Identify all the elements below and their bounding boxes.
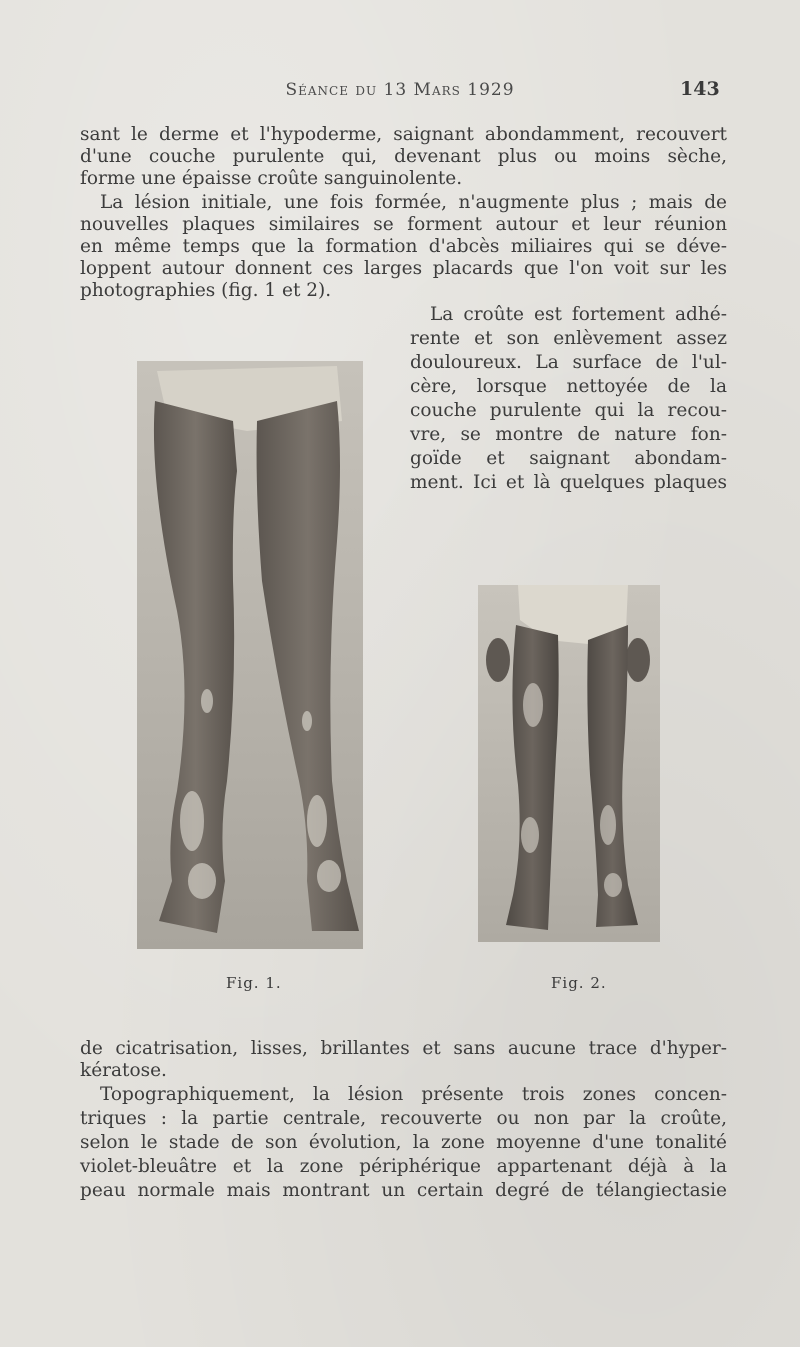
text-line: couche purulente qui la recou- — [410, 400, 727, 421]
text-line: cère, lorsque nettoyée de la — [410, 376, 727, 397]
text-line: violet-bleuâtre et la zone périphérique appartenant déjà à la — [80, 1156, 727, 1177]
figure-2-photo — [478, 585, 660, 942]
text-line: photographies (fig. 1 et 2). — [80, 280, 332, 301]
text-line: douloureux. La surface de l'ul- — [410, 352, 727, 373]
text-line: triques : la partie centrale, recouverte ou non par la croûte, — [80, 1108, 727, 1129]
text-line: rente et son enlèvement assez — [410, 328, 727, 349]
text-line: goïde et saignant abondam- — [410, 448, 727, 469]
text-line: ment. Ici et là quelques plaques — [410, 472, 727, 493]
text-line: nouvelles plaques similaires se forment autour et leur réunion — [80, 214, 727, 235]
figure-1-caption: Fig. 1. — [226, 974, 282, 992]
text-line: peau normale mais montrant un certain degré de télangiectasie — [80, 1180, 727, 1201]
text-line: sant le derme et l'hypoderme, saignant abondamment, recouvert — [80, 124, 727, 145]
text-line: kératose. — [80, 1060, 167, 1081]
page-number: 143 — [680, 78, 720, 100]
figure-2-legs-illustration — [478, 585, 660, 942]
text-line: La croûte est fortement adhé- — [430, 304, 727, 325]
text-line: vre, se montre de nature fon- — [410, 424, 727, 445]
text-line: en même temps que la formation d'abcès miliaires qui se déve- — [80, 236, 727, 257]
figure-2-caption: Fig. 2. — [551, 974, 607, 992]
figure-1-legs-illustration — [137, 361, 363, 949]
text-line: forme une épaisse croûte sanguinolente. — [80, 168, 463, 189]
text-line: selon le stade de son évolution, la zone moyenne d'une tonalité — [80, 1132, 727, 1153]
text-line: Topographiquement, la lésion présente trois zones concen- — [100, 1084, 727, 1105]
text-line: de cicatrisation, lisses, brillantes et sans aucune trace d'hyper- — [80, 1038, 727, 1059]
text-line: loppent autour donnent ces larges placards que l'on voit sur les — [80, 258, 727, 279]
figure-1-photo — [137, 361, 363, 949]
running-header: Séance du 13 Mars 1929 — [285, 80, 515, 100]
text-line: La lésion initiale, une fois formée, n'augmente plus ; mais de — [100, 192, 727, 213]
text-line: d'une couche purulente qui, devenant plus ou moins sèche, — [80, 146, 727, 167]
